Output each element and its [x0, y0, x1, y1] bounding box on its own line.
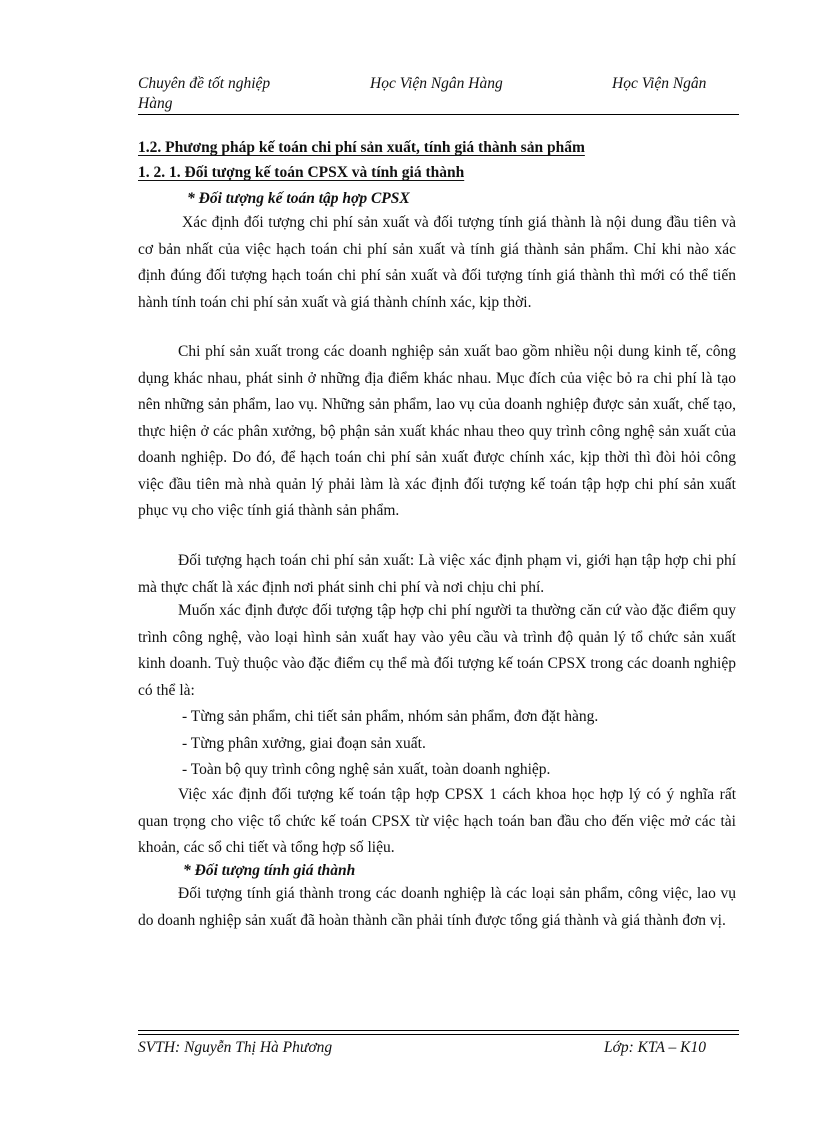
bullet-item-3: - Toàn bộ quy trình công nghệ sản xuất, toàn doanh nghiệp.: [182, 761, 551, 778]
paragraph-3: Đối tượng hạch toán chi phí sản xuất: Là việc xác định phạm vi, giới hạn tập hợp chi phí mà thực chất là xác định nơi phát sinh chi phí và nơi chịu chi phí.: [138, 552, 736, 596]
header-left-line1: Chuyên đề tốt nghiệp: [138, 75, 271, 92]
header-center: Học Viện Ngân Hàng: [370, 75, 503, 92]
header-left-line2: Hàng: [138, 95, 173, 112]
footer-rule-top: [138, 1030, 739, 1031]
subsection-heading: 1. 2. 1. Đối tượng kế toán CPSX và tính giá thành: [138, 164, 465, 181]
subheading-cpsx-object: * Đối tượng kế toán tập hợp CPSX: [187, 190, 410, 207]
section-heading: 1.2. Phương pháp kế toán chi phí sản xuất, tính giá thành sản phẩm: [138, 139, 585, 156]
subheading-price-object: * Đối tượng tính giá thành: [183, 862, 356, 879]
footer-rule-bottom: [138, 1034, 739, 1035]
bullet-item-2: - Từng phân xưởng, giai đoạn sản xuất.: [182, 735, 426, 752]
paragraph-2: Chi phí sản xuất trong các doanh nghiệp sản xuất bao gồm nhiều nội dung kinh tế, công dụng khác nhau, phát sinh ở những địa điểm khác nhau. Mục đích của việc bỏ ra chi phí là tạo nên những sản phẩm, lao vụ. Những sản phẩm, lao vụ của doanh nghiệp được sản xuất, chế tạo, thực hiện ở các phân xưởng, bộ phận sản xuất khác nhau theo quy trình công nghệ sản xuất của doanh nghiệp. Do đó, để hạch toán chi phí sản xuất được chính xác, kịp thời thì đòi hỏi công việc đầu tiên mà nhà quản lý phải làm là xác định đối tượng kế toán tập hợp chi phí sản xuất phục vụ cho việc tính giá thành sản phẩm.: [138, 343, 736, 519]
footer-class: Lớp: KTA – K10: [604, 1039, 707, 1056]
paragraph-6: Đối tượng tính giá thành trong các doanh nghiệp là các loại sản phẩm, công việc, lao vụ do doanh nghiệp sản xuất đã hoàn thành cần phải tính được tổng giá thành và giá thành đơn vị.: [138, 885, 736, 929]
footer-student: SVTH: Nguyễn Thị Hà Phương: [138, 1039, 333, 1056]
paragraph-1: Xác định đối tượng chi phí sản xuất và đối tượng tính giá thành là nội dung đầu tiên và cơ bản nhất của việc hạch toán chi phí sản xuất và tính giá thành sản phẩm. Chỉ khi nào xác định đúng đối tượng hạch toán chi phí sản xuất và đối tượng tính giá thành thì mới có thể tiến hành tính toán chi phí sản xuất và giá thành chính xác, kịp thời.: [138, 214, 736, 311]
bullet-item-1: - Từng sản phẩm, chi tiết sản phẩm, nhóm sản phẩm, đơn đặt hàng.: [182, 708, 599, 725]
header-right: Học Viện Ngân: [612, 75, 707, 92]
paragraph-4: Muốn xác định được đối tượng tập hợp chi phí người ta thường căn cứ vào đặc điểm quy trình công nghệ, vào loại hình sản xuất hay vào yêu cầu và trình độ quản lý tổ chức sản xuất kinh doanh. Tuỳ thuộc vào đặc điểm cụ thể mà đối tượng kế toán CPSX trong các doanh nghiệp có thể là:: [138, 602, 736, 699]
paragraph-5: Việc xác định đối tượng kế toán tập hợp CPSX 1 cách khoa học hợp lý có ý nghĩa rất quan trọng cho việc tổ chức kế toán CPSX từ việc hạch toán ban đầu cho đến việc mở các tài khoản, các sổ chi tiết và tổng hợp số liệu.: [138, 786, 736, 856]
header-rule: [138, 114, 739, 115]
